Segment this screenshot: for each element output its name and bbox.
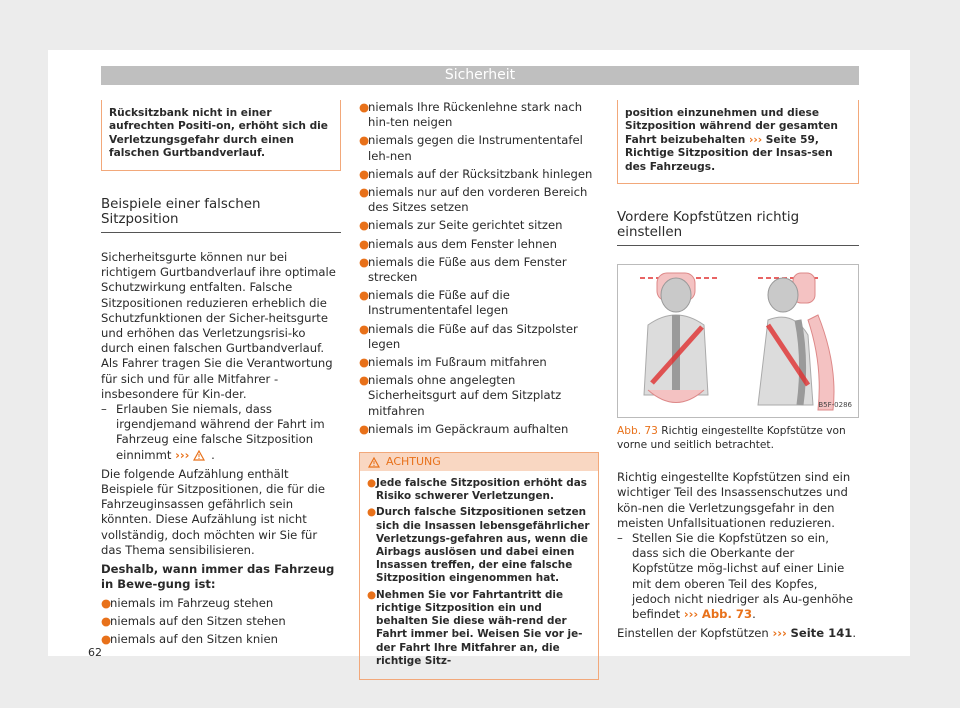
list-item: ● niemals auf den Sitzen stehen bbox=[101, 613, 286, 628]
warning-item: ● Nehmen Sie vor Fahrtantritt die richtige Sitzposition ein und behalten Sie diese wäh-rend der Fahrt immer bei. Weisen Sie vor je-der Fahrt Ihre Mitfahrer an, die richtige Sitz- bbox=[367, 588, 583, 667]
warning-triangle-icon bbox=[368, 457, 380, 468]
instruction-item: – Erlauben Sie niemals, dass irgendjemand während der Fahrt im Fahrzeug eine falsche Sitzposition einnimmt ››› . bbox=[101, 402, 325, 462]
column-3 bbox=[617, 100, 859, 641]
arrow-icon: ››› bbox=[772, 626, 787, 641]
warning-item: ● Jede falsche Sitzposition erhöht das Risiko schwerer Verletzungen. bbox=[367, 477, 587, 503]
figure-number: Abb. 73 bbox=[617, 425, 658, 438]
intro-paragraph: Richtig eingestellte Kopfstützen sind ein wichtiger Teil des Insassenschutzes und kön-nen die Verletzungsgefahr in den meisten Unfallsituationen reduzieren. bbox=[617, 470, 851, 530]
arrow-icon: ››› bbox=[748, 133, 763, 146]
column-2 bbox=[359, 100, 599, 680]
warning-item: ● Durch falsche Sitzpositionen setzen sich die Insassen lebensgefährlicher Verletzungs-gefahren aus, wenn die Airbags auslösen und dabei einen Insassen treffen, der eine falsche Sitzposition eingenommen hat. bbox=[367, 506, 590, 585]
figure-73 bbox=[617, 264, 859, 418]
list-item: ● niemals die Füße auf die Instrumententafel legen bbox=[359, 288, 510, 318]
continued-note-box bbox=[101, 100, 341, 171]
list-item: ● niemals auf den Sitzen knien bbox=[101, 631, 278, 646]
figure-code: B5F-0286 bbox=[818, 401, 852, 410]
warning-box bbox=[359, 452, 599, 680]
warning-triangle-icon bbox=[193, 450, 205, 461]
list-intro-paragraph: Die folgende Aufzählung enthält Beispiele für Sitzpositionen, die für die Fahrzeuginsassen gefährlich sein könnten. Diese Aufzählung ist nicht vollständig, doch möchten wir Sie für das Thema sensibilisieren. bbox=[101, 466, 325, 557]
page-link[interactable]: Seite 141 bbox=[790, 626, 853, 641]
arrow-icon: ››› bbox=[683, 607, 699, 622]
list-item: ● niemals im Fußraum mitfahren bbox=[359, 355, 547, 370]
list-item: ● niemals die Füße aus dem Fenster strecken bbox=[359, 254, 567, 285]
arrow-icon: ››› bbox=[175, 447, 190, 462]
column-1 bbox=[101, 100, 341, 650]
note-text: Rücksitzbank nicht in einer aufrechten Positi-on, erhöht sich die Verletzungsgefahr durch einen falschen Gurtbandverlauf. bbox=[109, 107, 328, 160]
bold-lead: Deshalb, wann immer das Fahrzeug in Bewe-gung ist: bbox=[101, 562, 335, 592]
instruction-item: – Stellen Sie die Kopfstützen so ein, dass sich die Oberkante der Kopfstütze mög-lichst auf einer Linie mit dem oberen Teil des Kopfes, jedoch nicht niedriger als Au-genhöhe befindet ››› Abb. 73. bbox=[617, 531, 854, 622]
list-item: ● niemals im Gepäckraum aufhalten bbox=[359, 421, 569, 436]
list-item: ● niemals nur auf den vorderen Bereich des Sitzes setzen bbox=[359, 185, 588, 215]
list-item: ● niemals die Füße auf das Sitzpolster legen bbox=[359, 321, 578, 351]
list-item: ● niemals ohne angelegten Sicherheitsgurt auf dem Sitzplatz mitfahren bbox=[359, 373, 562, 418]
running-header: Sicherheit bbox=[101, 66, 859, 85]
section-title: Vordere Kopfstützen richtig einstellen bbox=[617, 210, 859, 246]
reference-paragraph: Einstellen der Kopfstützen ››› Seite 141. bbox=[617, 626, 857, 641]
list-item: ● niemals im Fahrzeug stehen bbox=[101, 595, 274, 610]
headrest-illustration bbox=[618, 265, 858, 417]
list-item: ● niemals zur Seite gerichtet sitzen bbox=[359, 218, 563, 233]
section-title: Beispiele einer falschen Sitzposition bbox=[101, 197, 341, 233]
intro-paragraph: Sicherheitsgurte können nur bei richtigem Gurtbandverlauf ihre optimale Schutzwirkung entfalten. Falsche Sitzpositionen reduzieren erheblich die Schutzfunktionen der Sicher-heitsgurte und erhöhen das Verletzungsrisi-ko durch einen falschen Gurtbandverlauf. Als Fahrer tragen Sie die Verantwortung für sich und für alle Mitfahrer - insbesondere für Kin-der. bbox=[101, 250, 336, 401]
list-item: ● niemals aus dem Fenster lehnen bbox=[359, 236, 557, 251]
list-item: ● niemals auf der Rücksitzbank hinlegen bbox=[359, 166, 593, 181]
warning-title: ACHTUNG bbox=[386, 455, 441, 469]
cross-reference-link[interactable]: Seite 59, Richtige Sitzposition der Insas-sen des Fahrzeugs. bbox=[625, 133, 833, 173]
figure-link[interactable]: Abb. 73 bbox=[701, 607, 753, 622]
page-number: 62 bbox=[88, 646, 102, 659]
list-item: ● niemals gegen die Instrumententafel leh-nen bbox=[359, 133, 583, 163]
continued-warning-box bbox=[617, 100, 859, 184]
warning-header bbox=[360, 453, 598, 471]
warning-continuation: position einzunehmen und diese Sitzposition während der gesamten Fahrt beizubehalten ››› Seite 59, Richtige Sitzposition der Insas-sen des Fahrzeugs. bbox=[625, 107, 838, 173]
list-item: ● niemals Ihre Rückenlehne stark nach hin-ten neigen bbox=[359, 100, 583, 130]
figure-caption: Abb. 73 Richtig eingestellte Kopfstütze von vorne und seitlich betrachtet. bbox=[617, 425, 846, 451]
